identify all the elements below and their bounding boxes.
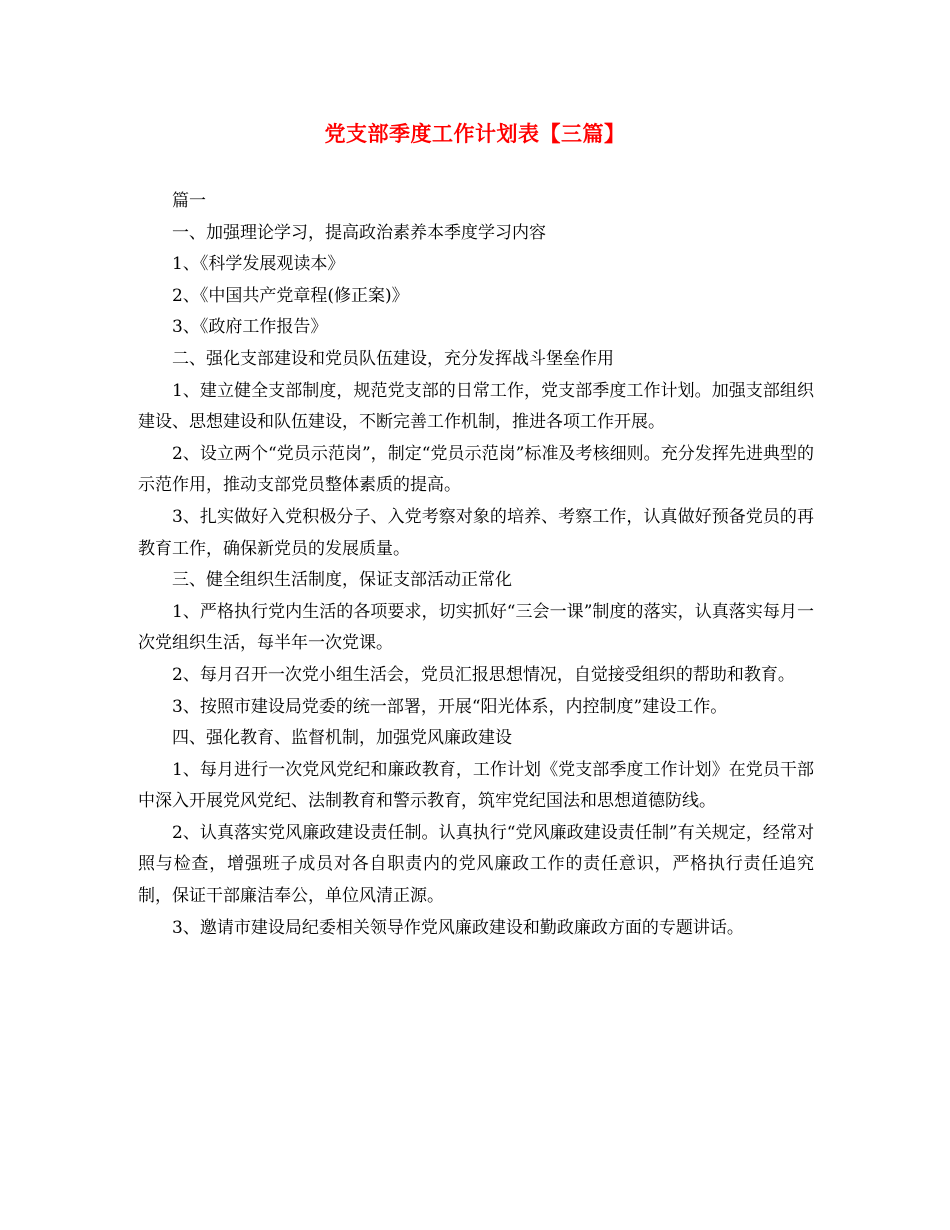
paragraph: 2、设立两个“党员示范岗”，制定“党员示范岗”标准及考核细则。充分发挥先进典型的示范作用，推动支部党员整体素质的提高。 <box>138 443 814 496</box>
paragraph: 3、按照市建设局党委的统一部署，开展“阳光体系，内控制度”建设工作。 <box>172 696 728 717</box>
document-body <box>138 186 814 944</box>
paragraph: 3、《政府工作报告》 <box>172 317 328 338</box>
paragraph: 2、认真落实党风廉政建设责任制。认真执行“党风廉政建设责任制”有关规定，经常对照与检查，增强班子成员对各自职责内的党风廉政工作的责任意识，严格执行责任追究制，保证干部廉洁奉公，单位风清正源。 <box>138 822 814 907</box>
paragraph: 二、强化支部建设和党员队伍建设，充分发挥战斗堡垒作用 <box>172 348 614 369</box>
paragraph: 篇一 <box>172 191 206 211</box>
paragraph: 2、每月召开一次党小组生活会，党员汇报思想情况，自觉接受组织的帮助和教育。 <box>172 664 795 685</box>
paragraph: 1、建立健全支部制度，规范党支部的日常工作，党支部季度工作计划。加强支部组织建设、思想建设和队伍建设，不断完善工作机制，推进各项工作开展。 <box>138 380 814 433</box>
paragraph: 三、健全组织生活制度，保证支部活动正常化 <box>172 570 512 591</box>
paragraph: 1、每月进行一次党风党纪和廉政教育，工作计划《党支部季度工作计划》在党员干部中深入开展党风党纪、法制教育和警示教育，筑牢党纪国法和思想道德防线。 <box>138 759 814 812</box>
paragraph: 3、扎实做好入党积极分子、入党考察对象的培养、考察工作，认真做好预备党员的再教育工作，确保新党员的发展质量。 <box>138 506 814 559</box>
document-title: 党支部季度工作计划表【三篇】 <box>324 121 626 146</box>
paragraph: 四、强化教育、监督机制，加强党风廉政建设 <box>172 728 512 749</box>
paragraph: 2、《中国共产党章程(修正案)》 <box>172 285 409 306</box>
paragraph: 一、加强理论学习，提高政治素养本季度学习内容 <box>172 222 546 243</box>
paragraph: 1、《科学发展观读本》 <box>172 254 345 275</box>
paragraph: 1、严格执行党内生活的各项要求，切实抓好“三会一课”制度的落实，认真落实每月一次党组织生活，每半年一次党课。 <box>138 601 814 654</box>
paragraph: 3、邀请市建设局纪委相关领导作党风廉政建设和勤政廉政方面的专题讲话。 <box>172 917 744 938</box>
